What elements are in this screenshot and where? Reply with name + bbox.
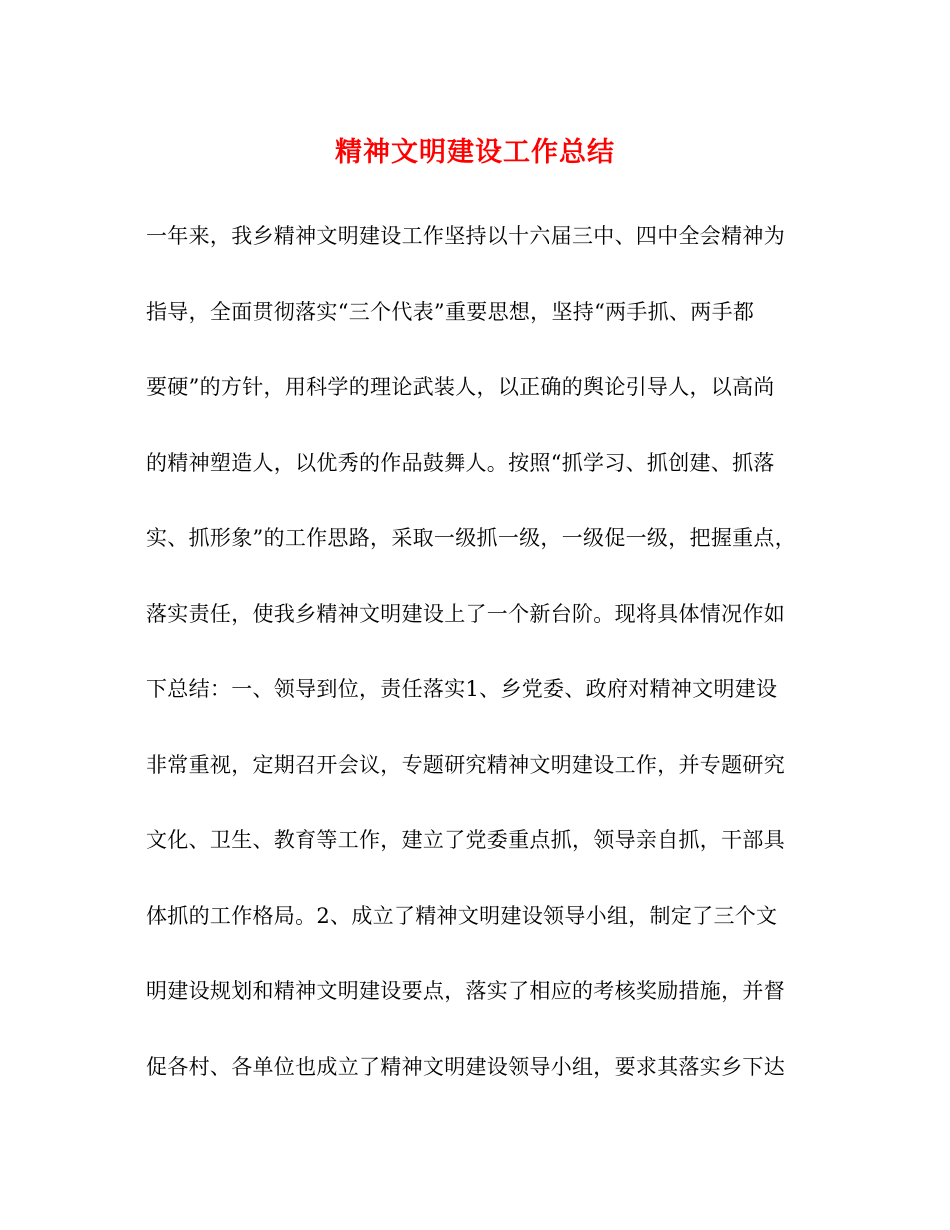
- body-line: 明建设规划和精神文明建设要点，落实了相应的考核奖励措施，并督: [146, 979, 785, 1003]
- body-line: 促各村、各单位也成立了精神文明建设领导小组，要求其落实乡下达: [146, 1054, 785, 1079]
- body-line: 文化、卫生、教育等工作，建立了党委重点抓，领导亲自抓，干部具: [146, 828, 785, 852]
- document-body: [146, 216, 826, 1122]
- body-line: 非常重视，定期召开会议，专题研究精神文明建设工作，并专题研究: [146, 752, 785, 777]
- document-title: 精神文明建设工作总结: [335, 137, 615, 168]
- body-line: 落实责任，使我乡精神文明建设上了一个新台阶。现将具体情况作如: [146, 601, 785, 626]
- body-line: 下总结：一、领导到位，责任落实1、乡党委、政府对精神文明建设: [146, 677, 778, 701]
- body-line: 实、抓形象”的工作思路，采取一级抓一级，一级促一级，把握重点，: [146, 526, 797, 550]
- body-line: 的精神塑造人，以优秀的作品鼓舞人。按照“抓学习、抓创建、抓落: [146, 450, 775, 475]
- body-line: 指导，全面贯彻落实“三个代表”重要思想，坚持“两手抓、两手都: [146, 299, 755, 324]
- body-line: 一年来，我乡精神文明建设工作坚持以十六届三中、四中全会精神为: [146, 224, 785, 248]
- body-line: 要硬”的方针，用科学的理论武装人，以正确的舆论引导人，以高尚: [146, 375, 775, 399]
- body-line: 体抓的工作格局。2、成立了精神文明建设领导小组，制定了三个文: [146, 903, 778, 928]
